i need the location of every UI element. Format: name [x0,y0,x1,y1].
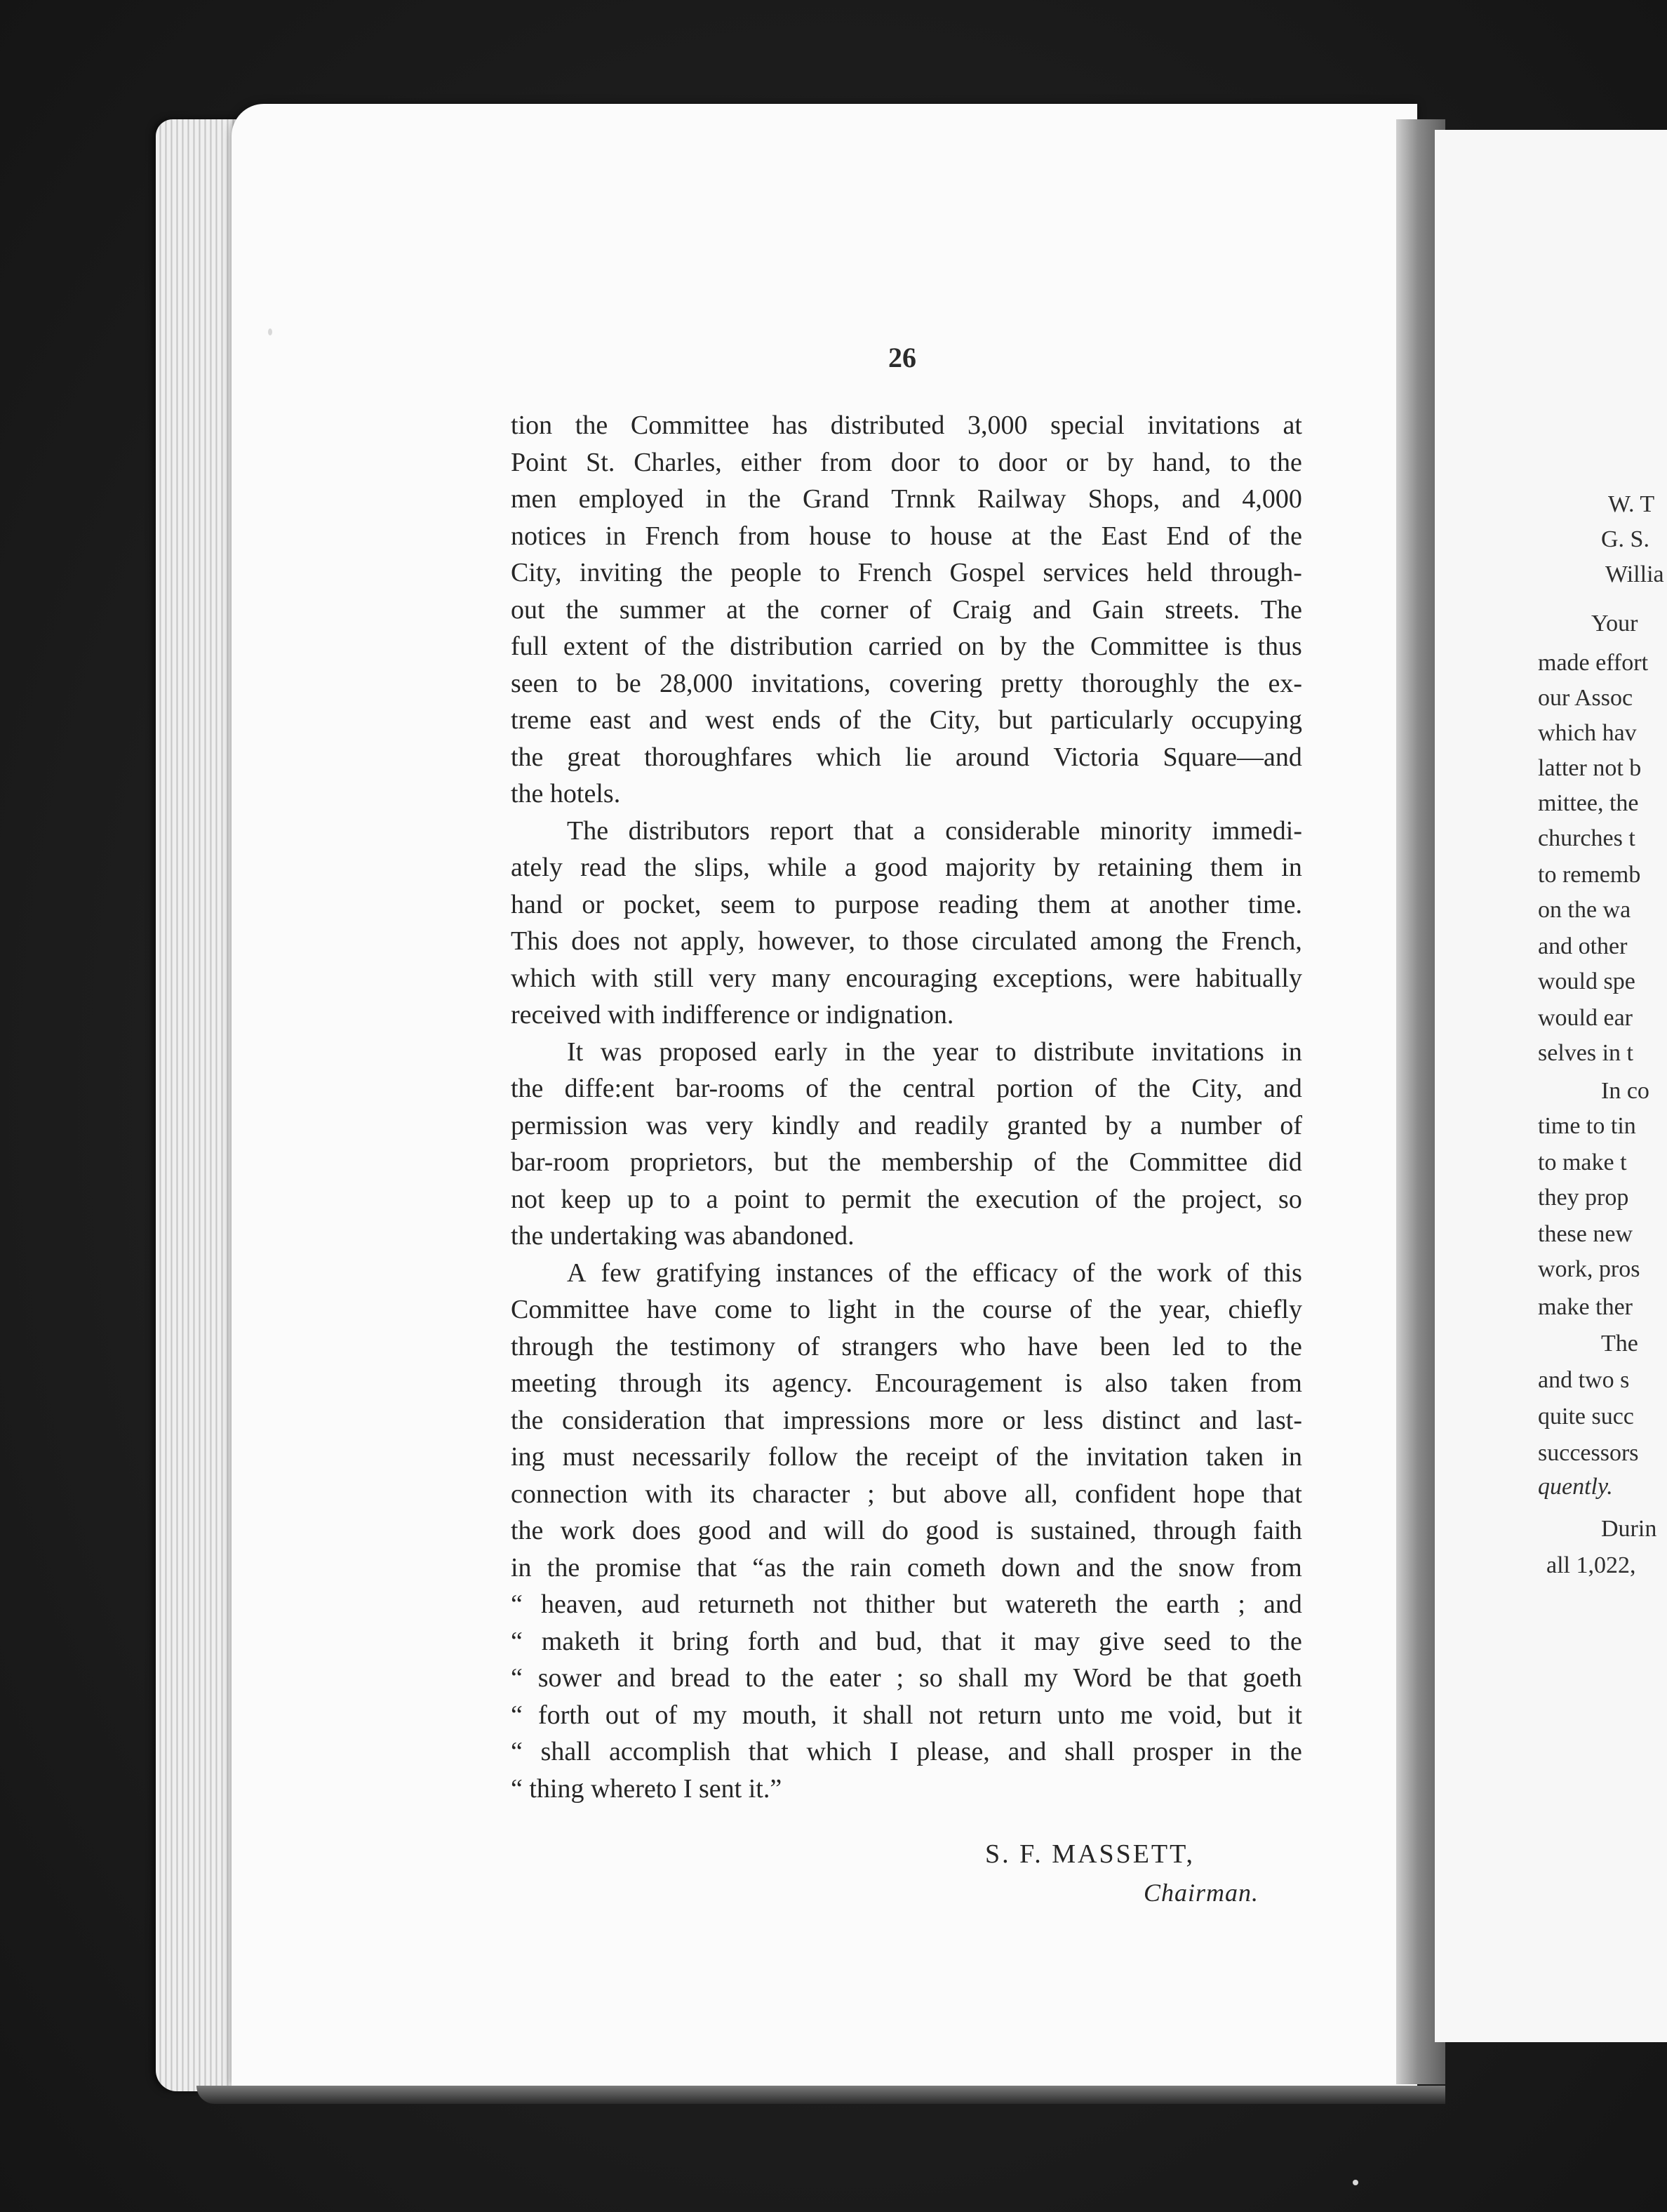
right-page-line: churches t [1538,825,1635,851]
right-page-line: our Assoc [1538,685,1633,711]
right-page-line: Willia [1605,561,1664,587]
page-number: 26 [888,342,916,373]
text-line: Committee have come to light in the course of the year, chiefly [511,1295,1302,1324]
text-line: hand or pocket, seem to purpose reading them at another time. [511,889,1302,919]
text-line: A few gratifying instances of the efficacy of the work of this [567,1258,1302,1288]
text-line: “ heaven, aud returneth not thither but watereth the earth ; and [511,1590,1302,1619]
text-line: the undertaking was abandoned. [511,1221,855,1251]
dust-speck [268,328,272,335]
right-page-line: all 1,022, [1546,1552,1636,1578]
right-page-line: quently. [1538,1474,1613,1500]
right-page-line: mittee, the [1538,790,1639,816]
right-page-line: would ear [1538,1005,1633,1031]
text-line: in the promise that “as the rain cometh down and the snow from [511,1552,1302,1583]
text-line: “ shall accomplish that which I please, and shall prosper in the [511,1737,1302,1766]
text-line: received with indifference or indignation. [511,1000,954,1030]
text-line: The distributors report that a considerable minority immedi- [567,815,1302,846]
right-page-line: on the wa [1538,897,1631,923]
text-line: notices in French from house to house at the East End of the [511,521,1302,551]
signature-name: S. F. MASSETT, [985,1839,1196,1869]
right-page-line: latter not b [1538,755,1642,781]
right-page-line: to rememb [1538,862,1641,888]
text-line: the hotels. [511,779,621,808]
right-page-line: Durin [1601,1516,1657,1542]
right-page-line: W. T [1608,491,1655,517]
right-page-line: make ther [1538,1294,1633,1320]
text-line: City, inviting the people to French Gospel services held through- [511,558,1302,587]
right-page-line: they prop [1538,1185,1629,1211]
right-page-line: these new [1538,1221,1633,1247]
text-line: the work does good and will do good is sustained, through faith [511,1516,1302,1545]
right-page-line: and other [1538,933,1628,959]
right-page-line: work, pros [1538,1256,1640,1282]
right-page-line: made effort [1538,650,1649,676]
body-text [511,407,1302,1807]
text-line: tion the Committee has distributed 3,000 special invitations at [511,411,1302,440]
book-bottom-edge [196,2086,1445,2104]
text-line: ately read the slips, while a good majority by retaining them in [511,853,1302,882]
text-line: connection with its character ; but above all, confident hope that [511,1479,1302,1509]
text-line: It was proposed early in the year to distribute invitations in [567,1037,1302,1067]
text-line: permission was very kindly and readily granted by a number of [511,1110,1302,1140]
dust-speck [1353,2180,1358,2185]
right-page-line: selves in t [1538,1040,1633,1066]
text-line: men employed in the Grand Trnnk Railway Shops, and 4,000 [511,484,1302,514]
right-page-line: which hav [1538,720,1637,746]
right-page-line: would spe [1538,968,1635,994]
right-page-line: The [1601,1331,1638,1357]
text-line: meeting through its agency. Encouragement is also taken from [511,1368,1302,1398]
text-line: treme east and west ends of the City, but particularly occupying [511,705,1302,735]
text-line: not keep up to a point to permit the execution of the project, so [511,1184,1302,1214]
right-page-line: time to tin [1538,1113,1636,1139]
right-page-line: and two s [1538,1367,1630,1393]
text-line: full extent of the distribution carried on by the Committee is thus [511,632,1302,661]
right-page-line: G. S. [1601,526,1649,552]
right-page-line: to make t [1538,1150,1627,1175]
text-line: ing must necessarily follow the receipt of the invitation taken in [511,1442,1302,1472]
text-line: This does not apply, however, to those circulated among the French, [511,926,1302,956]
text-line: “ forth out of my mouth, it shall not return unto me void, but it [511,1700,1302,1730]
right-page-line: successors [1538,1440,1639,1466]
text-line: Point St. Charles, either from door to door or by hand, to the [511,447,1302,477]
text-line: “ thing whereto I sent it.” [511,1773,782,1804]
text-line: seen to be 28,000 invitations, covering pretty thoroughly the ex- [511,668,1302,698]
text-line: out the summer at the corner of Craig and Gain streets. The [511,594,1302,625]
signature-title: Chairman. [1144,1879,1259,1907]
text-line: the consideration that impressions more or less distinct and last- [511,1405,1302,1435]
text-line: the great thoroughfares which lie around Victoria Square—and [511,742,1302,772]
text-line: through the testimony of strangers who have been led to the [511,1331,1302,1361]
text-line: the diffe:ent bar-rooms of the central portion of the City, and [511,1074,1302,1103]
text-line: which with still very many encouraging exceptions, were habitually [511,963,1302,993]
right-page-line: Your [1591,611,1638,637]
right-page-line: In co [1601,1078,1649,1104]
right-page-line: quite succ [1538,1404,1634,1430]
text-line: “ sower and bread to the eater ; so shall my Word be that goeth [511,1663,1302,1693]
text-line: bar-room proprietors, but the membership of the Committee did [511,1147,1302,1177]
text-line: “ maketh it bring forth and bud, that it may give seed to the [511,1626,1302,1656]
